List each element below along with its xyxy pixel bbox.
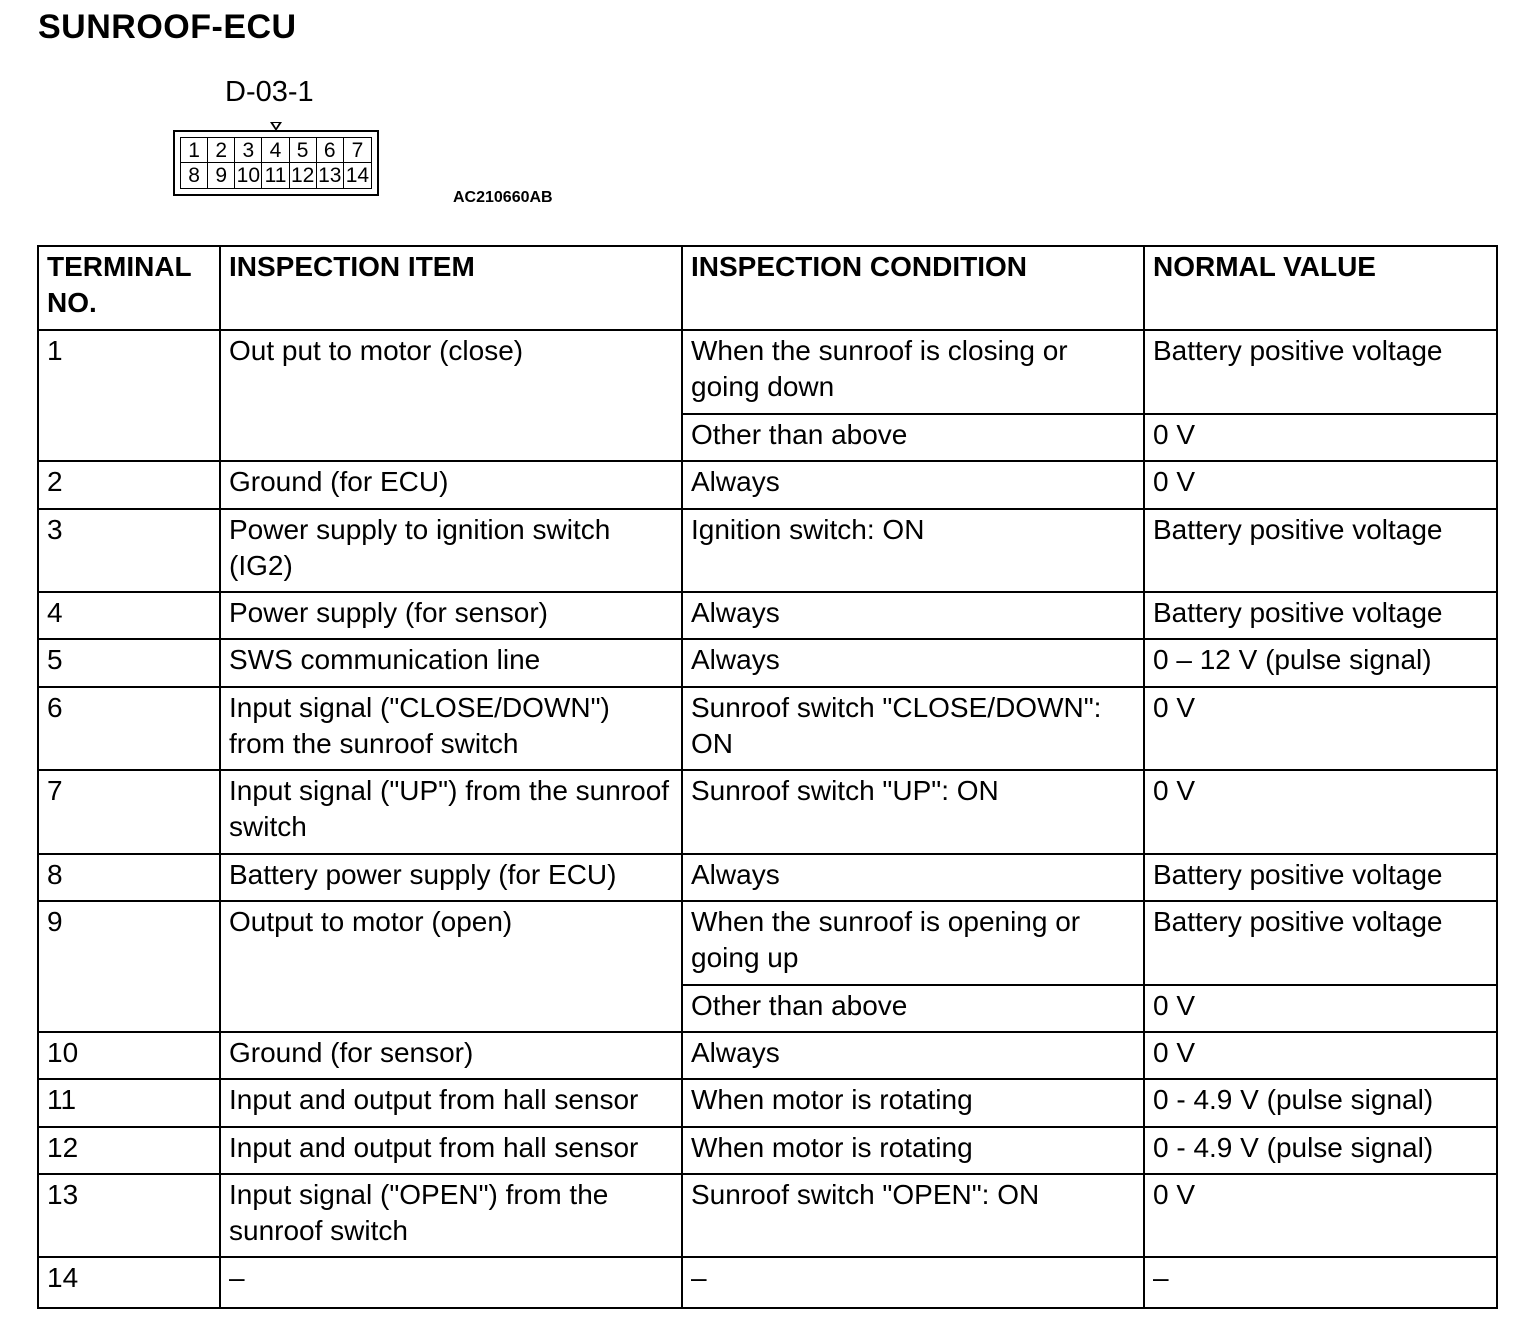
cell-terminal: 5 [38, 639, 220, 687]
connector-pin: 11 [262, 163, 289, 188]
connector-pin: 9 [208, 163, 235, 188]
cell-terminal: 6 [38, 687, 220, 770]
cell-terminal: 10 [38, 1032, 220, 1079]
connector-pin: 1 [181, 138, 208, 163]
cell-value: 0 V [1144, 985, 1497, 1032]
connector-pin-grid [180, 137, 372, 189]
table-row [38, 770, 1497, 854]
cell-terminal: 8 [38, 854, 220, 901]
cell-item: Ground (for ECU) [220, 461, 682, 509]
cell-condition: Sunroof switch "UP": ON [682, 770, 1144, 854]
table-row [38, 639, 1497, 687]
connector-label: D-03-1 [225, 76, 314, 108]
cell-item: Ground (for sensor) [220, 1032, 682, 1079]
connector-pin: 14 [345, 164, 370, 187]
cell-condition: Always [682, 461, 1144, 509]
cell-terminal: 3 [38, 509, 220, 592]
cell-condition: – [682, 1257, 1144, 1308]
cell-value: 0 - 4.9 V (pulse signal) [1144, 1079, 1497, 1127]
table-row [38, 901, 1497, 985]
table-row [38, 687, 1497, 770]
cell-item: Input signal ("UP") from the sunroof switch [220, 770, 682, 854]
cell-condition: Always [682, 592, 1144, 639]
cell-terminal: 1 [38, 330, 220, 461]
cell-value: 0 V [1144, 1032, 1497, 1079]
cell-value: Battery positive voltage [1144, 509, 1497, 592]
header-condition: INSPECTION CONDITION [682, 246, 1144, 330]
cell-value: Battery positive voltage [1144, 330, 1497, 414]
table-row [38, 1257, 1497, 1308]
cell-item: Power supply (for sensor) [220, 592, 682, 639]
cell-value: 0 – 12 V (pulse signal) [1144, 639, 1497, 687]
header-terminal: TERMINAL NO. [38, 246, 220, 330]
cell-condition: Other than above [682, 985, 1144, 1032]
table-row [38, 592, 1497, 639]
cell-item: Battery power supply (for ECU) [220, 854, 682, 901]
cell-item: Input and output from hall sensor [220, 1127, 682, 1174]
cell-value: Battery positive voltage [1144, 901, 1497, 985]
cell-condition: Other than above [682, 414, 1144, 461]
cell-value: 0 V [1144, 414, 1497, 461]
cell-item: Input signal ("OPEN") from the sunroof switch [220, 1174, 682, 1257]
cell-terminal: 12 [38, 1127, 220, 1174]
connector-pin: 3 [235, 138, 262, 163]
connector-pin: 6 [317, 138, 344, 163]
table-row [38, 1174, 1497, 1257]
cell-item: Out put to motor (close) [220, 330, 682, 461]
connector-pin: 8 [181, 163, 208, 188]
cell-condition: Sunroof switch "OPEN": ON [682, 1174, 1144, 1257]
cell-condition: When the sunroof is closing or going down [682, 330, 1144, 414]
cell-item: Input signal ("CLOSE/DOWN") from the sunroof switch [220, 687, 682, 770]
cell-value: 0 V [1144, 461, 1497, 509]
cell-condition: Always [682, 1032, 1144, 1079]
cell-value: Battery positive voltage [1144, 854, 1497, 901]
table-header-row [38, 246, 1497, 330]
cell-terminal: 2 [38, 461, 220, 509]
table-row [38, 1079, 1497, 1127]
cell-terminal: 7 [38, 770, 220, 854]
cell-value: 0 - 4.9 V (pulse signal) [1144, 1127, 1497, 1174]
table-row [38, 1127, 1497, 1174]
cell-item: SWS communication line [220, 639, 682, 687]
cell-terminal: 13 [38, 1174, 220, 1257]
cell-condition: When motor is rotating [682, 1127, 1144, 1174]
cell-condition: When the sunroof is opening or going up [682, 901, 1144, 985]
cell-terminal: 4 [38, 592, 220, 639]
cell-terminal: 11 [38, 1079, 220, 1127]
cell-item: – [220, 1257, 682, 1308]
cell-item: Input and output from hall sensor [220, 1079, 682, 1127]
header-value: NORMAL VALUE [1144, 246, 1497, 330]
cell-value: 0 V [1144, 1174, 1497, 1257]
table-row [38, 461, 1497, 509]
cell-condition: Ignition switch: ON [682, 509, 1144, 592]
connector-pin: 4 [262, 138, 289, 163]
connector-pin: 2 [208, 138, 235, 163]
connector-pin: 12 [290, 163, 317, 188]
cell-value: Battery positive voltage [1144, 592, 1497, 639]
cell-value: – [1144, 1257, 1497, 1308]
connector-pin: 13 [317, 163, 344, 188]
table-row [38, 509, 1497, 592]
table-row [38, 1032, 1497, 1079]
connector-pin: 10 [235, 163, 262, 188]
cell-value: 0 V [1144, 770, 1497, 854]
connector-pin: 7 [344, 138, 371, 163]
cell-value: 0 V [1144, 687, 1497, 770]
connector-diagram [173, 130, 379, 196]
cell-condition: Always [682, 854, 1144, 901]
cell-item: Output to motor (open) [220, 901, 682, 1032]
table-row [38, 854, 1497, 901]
cell-condition: Always [682, 639, 1144, 687]
cell-terminal: 14 [38, 1257, 220, 1308]
inspection-table [37, 245, 1498, 1309]
cell-condition: Sunroof switch "CLOSE/DOWN": ON [682, 687, 1144, 770]
header-item: INSPECTION ITEM [220, 246, 682, 330]
cell-terminal: 9 [38, 901, 220, 1032]
figure-code: AC210660AB [453, 189, 553, 206]
table-row [38, 330, 1497, 414]
page-title: SUNROOF-ECU [38, 8, 297, 46]
connector-pin: 5 [290, 138, 317, 163]
cell-item: Power supply to ignition switch (IG2) [220, 509, 682, 592]
cell-condition: When motor is rotating [682, 1079, 1144, 1127]
